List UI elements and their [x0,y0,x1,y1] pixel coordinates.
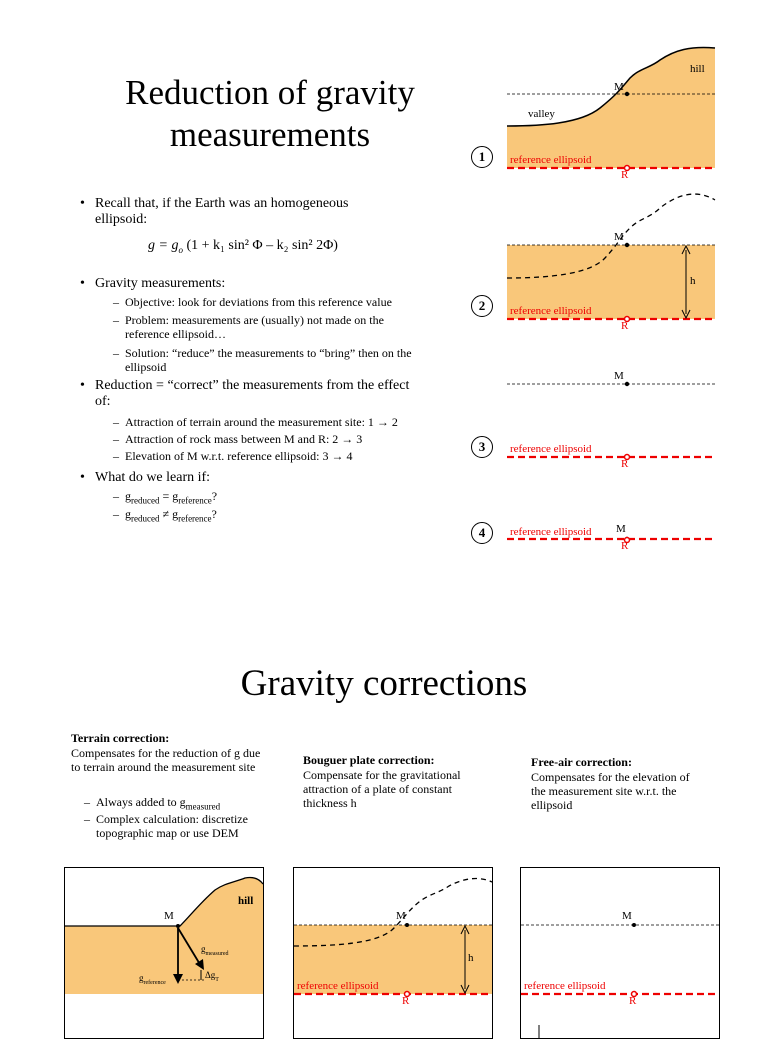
step2-point-m [625,243,629,247]
freeair-correction-diagram [520,867,720,1039]
box2-r-label: R [402,995,410,1007]
step2-m-label: M [614,231,624,243]
sub-equal-case: – $g_{reduced} = g_{reference}$? [113,489,218,506]
step4-ref-label: reference ellipsoid [510,526,592,538]
box1-m-label: M [164,910,174,922]
sub-unequal-case: – $g_{reduced} \ne g_{reference}$? [113,507,217,524]
bouguer-correction-diagram [293,867,493,1039]
step3-point-m [625,382,629,386]
bullet-gravity-measurements [80,276,415,292]
bullet-dot: • [80,470,85,485]
terrain-sub-added-text: Always added to g [96,795,186,809]
box3-m-label: M [622,910,632,922]
box1-g-reference-label: $g_{reference}$ [139,973,166,986]
step1-m-label: M [614,81,624,93]
step1-ref-label: reference ellipsoid [510,154,592,166]
terrain-sub-complex: – Complex calculation: discretize topographic map or use DEM [84,812,248,840]
bullet-dot: • [80,196,85,211]
terrain-description: Compensates for the reduction of g due to terrain around the measurement site [71,746,261,774]
step-3-marker: 3 [471,436,493,458]
bouguer-point-m [405,923,409,927]
step2-r-label: R [621,320,629,332]
box1-hill-label: hill [238,895,254,907]
terrain-correction-section [71,731,261,774]
step2-h-label: h [690,275,696,287]
step1-valley-label: valley [528,108,555,120]
step2-ref-label: reference ellipsoid [510,305,592,317]
freeair-description: Compensates for the elevation of the measurement site w.r.t. the ellipsoid [531,770,690,812]
step1-point-m [625,92,629,96]
terrain-point-m [176,924,180,928]
sub-solution: – Solution: “reduce” the measurements to “bring” then on the ellipsoid [113,346,412,374]
step3-m-label: M [614,370,624,382]
box2-h-label: h [468,952,474,964]
box2-ref-label: reference ellipsoid [297,980,379,992]
equation-body: (1 + k₁ sin² Φ – k₂ sin² 2Φ) [186,238,338,253]
step-2-marker: 2 [471,295,493,317]
box1-delta-gt-label: $\Delta g_T$ [205,970,219,983]
terrain-sub-added-subscript: measured [185,801,221,812]
step-1-marker: 1 [471,146,493,168]
box3-ref-label: reference ellipsoid [524,980,606,992]
bullet-dot: • [80,276,85,291]
sub-terrain-step-text: Attraction of terrain around the measurement site: 1 → 2 [125,415,398,429]
sub-elevation-step-text: Elevation of M w.r.t. reference ellipsoid: 3 → 4 [125,449,353,463]
slide1-title: Reduction of gravity measurements [125,73,415,154]
box3-r-label: R [629,995,637,1007]
bullet-gravity-measurements-text: Gravity measurements: [95,276,226,291]
bouguer-heading: Bouguer plate correction: [303,753,435,767]
bouguer-description: Compensate for the gravitational attraction of a plate of constant thickness h [303,768,461,810]
sub-problem-text: Problem: measurements are (usually) not made on the reference ellipsoid… [125,313,384,341]
sub-solution-text: Solution: “reduce” the measurements to “bring” then on the ellipsoid [125,346,412,374]
freeair-heading: Free-air correction: [531,755,632,769]
sub-problem: – Problem: measurements are (usually) not made on the reference ellipsoid… [113,313,384,341]
box1-g-measured-label: $g_{measured}$ [201,944,229,957]
sub-elevation-step: – Elevation of M w.r.t. reference ellipsoid: 3 → 4 [113,449,353,463]
bullet-reduction [80,378,415,410]
bullet-recall-text: Recall that, if the Earth was an homogeneous ellipsoid: [95,196,349,227]
equation-lhs: g = g [148,238,179,253]
bouguer-correction-section [303,753,478,810]
bullet-recall [80,196,395,228]
step4-r-label: R [621,540,629,552]
box2-m-label: M [396,910,406,922]
bullet-what-learn [80,470,395,486]
sub-objective: – Objective: look for deviations from this reference value [113,295,392,309]
bullet-reduction-text: Reduction = “correct” the measurements from the effect of: [95,378,410,409]
sub-rock-step-text: Attraction of rock mass between M and R: 2 → 3 [125,432,363,446]
freeair-correction-section [531,755,706,812]
equation-lhs-sub: o [178,244,183,255]
step4-m-label: M [616,523,626,535]
step-4-marker: 4 [471,522,493,544]
reference-gravity-equation [148,238,338,255]
bullet-what-learn-text: What do we learn if: [95,470,211,485]
sub-objective-text: Objective: look for deviations from this reference value [125,295,392,309]
terrain-sub-added: – Always added to $g_{measured}$ [84,795,221,812]
bullet-dot: • [80,378,85,393]
freeair-point-m [632,923,636,927]
step1-hill-label: hill [690,63,705,75]
terrain-correction-diagram [64,867,264,1039]
step1-r-label: R [621,169,629,181]
sub-terrain-step: – Attraction of terrain around the measurement site: 1 → 2 [113,415,398,429]
slide2-title: Gravity corrections [240,663,528,704]
sub-rock-step: – Attraction of rock mass between M and R: 2 → 3 [113,432,363,446]
step3-r-label: R [621,458,629,470]
step3-ref-label: reference ellipsoid [510,443,592,455]
terrain-sub-complex-text: Complex calculation: discretize topographic map or use DEM [96,812,248,840]
terrain-heading: Terrain correction: [71,731,170,745]
